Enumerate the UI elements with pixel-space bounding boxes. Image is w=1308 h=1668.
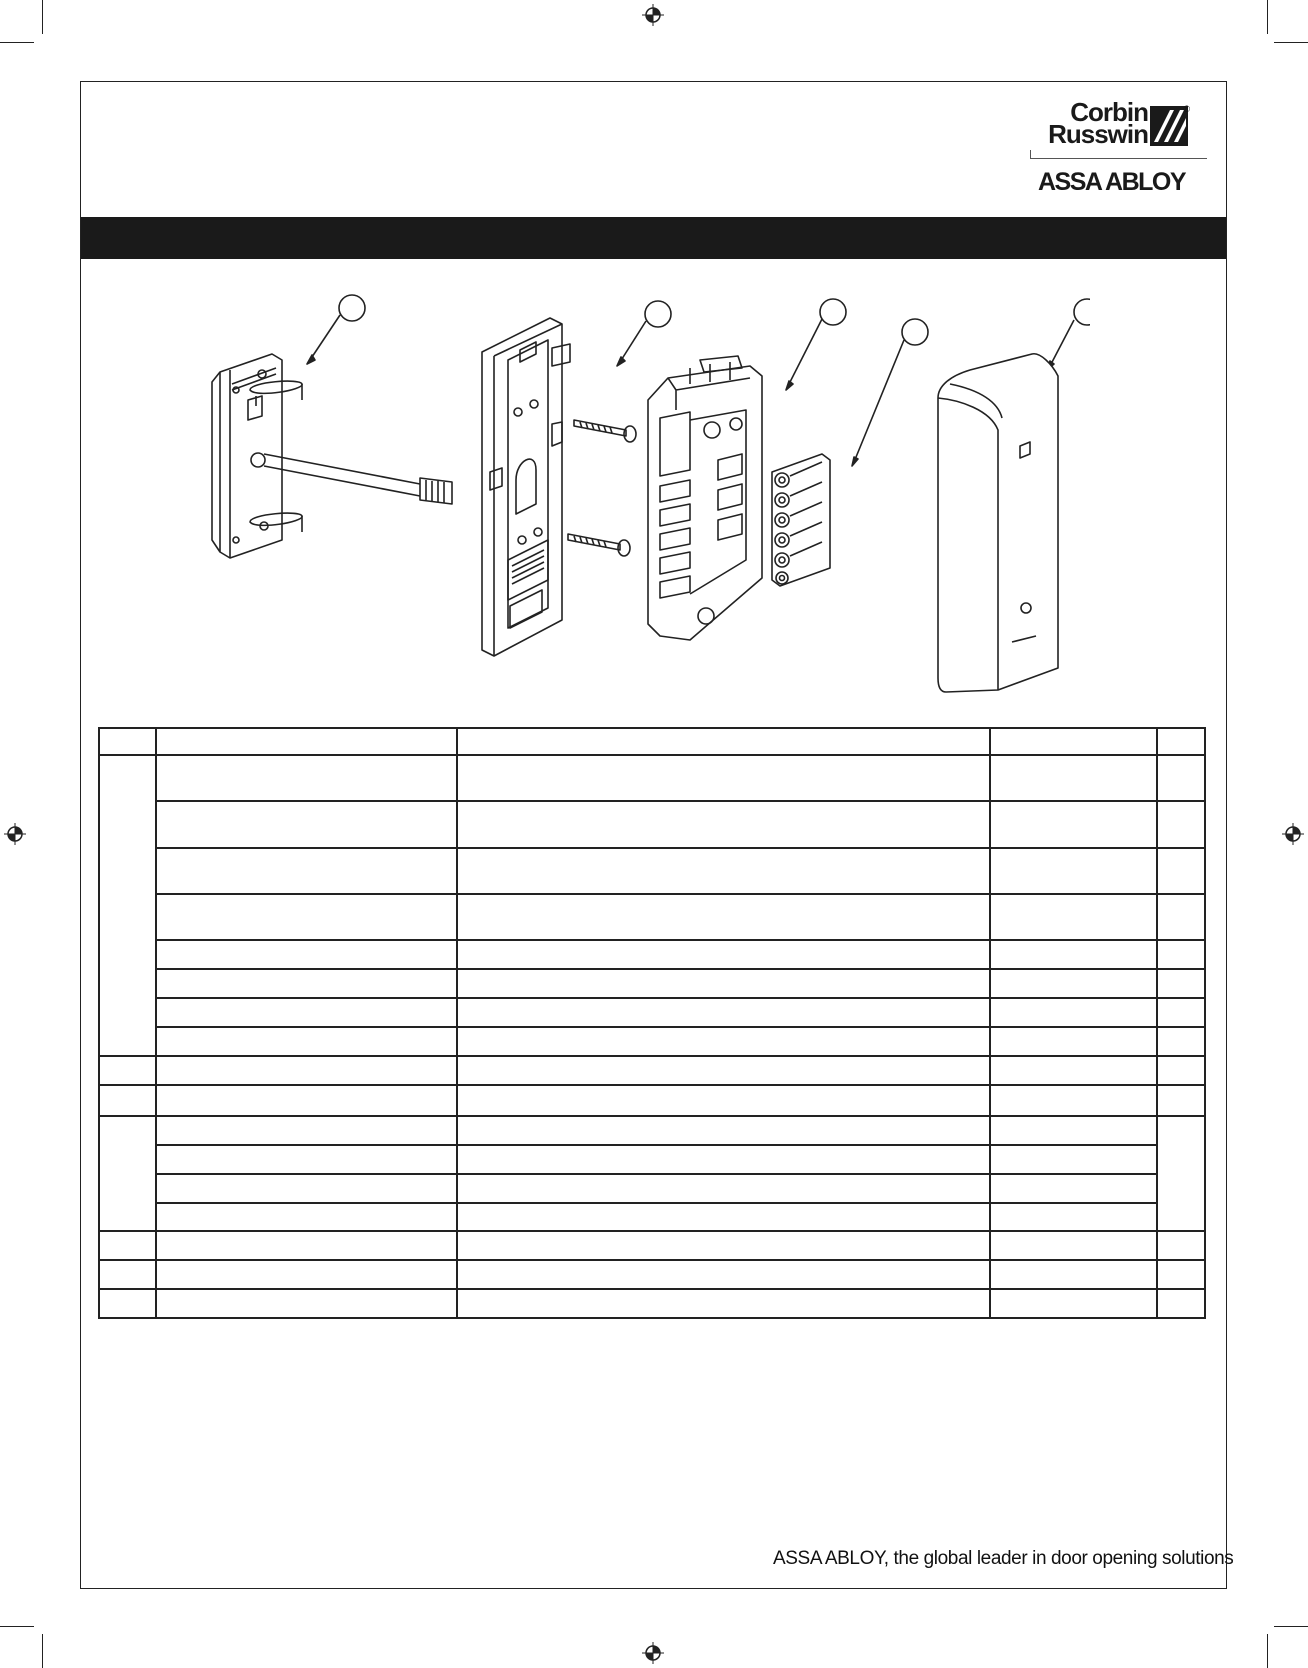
table-cell [156,1174,457,1203]
registration-mark-icon [1282,823,1304,845]
table-cell [1157,1231,1205,1260]
table-row [99,755,1205,801]
table-row [99,1085,1205,1116]
table-row [99,969,1205,998]
registration-mark-icon [642,1642,664,1664]
table-cell [1157,998,1205,1027]
table-cell [1157,1289,1205,1318]
table-cell [990,1145,1157,1174]
table-cell [156,1289,457,1318]
table-cell [1157,1260,1205,1289]
table-cell [156,1027,457,1056]
table-cell [457,755,990,801]
table-cell [990,1289,1157,1318]
table-cell [156,1056,457,1085]
table-cell [990,1231,1157,1260]
table-cell [1157,801,1205,848]
table-row [99,1145,1205,1174]
table-cell [156,1231,457,1260]
table-cell [99,1085,156,1116]
table-cell [156,848,457,894]
table-cell [99,1231,156,1260]
crop-mark [1274,1626,1308,1627]
table-row [99,998,1205,1027]
table-cell [457,1289,990,1318]
registration-mark-icon [4,823,26,845]
table-row [99,801,1205,848]
table-cell [990,894,1157,940]
table-row [99,1027,1205,1056]
table-row [99,894,1205,940]
footer-text: the global leader in door opening solutions [888,1548,1234,1569]
table-cell [990,1085,1157,1116]
table-cell [156,728,457,755]
table-cell [156,998,457,1027]
footer-brand: ASSA ABLOY, [773,1548,889,1569]
table-cell [1157,894,1205,940]
battery-module [648,356,762,640]
table-row [99,1289,1205,1318]
table-cell [457,1116,990,1145]
table-cell [156,801,457,848]
table-cell [457,728,990,755]
table-cell [457,801,990,848]
table-cell [1157,1085,1205,1116]
table-cell [457,1085,990,1116]
table-cell [457,998,990,1027]
table-cell [990,728,1157,755]
crop-mark [42,0,43,34]
table-cell [457,1174,990,1203]
table-cell [156,1085,457,1116]
table-cell [457,848,990,894]
table-cell [1157,1027,1205,1056]
table-cell [457,1056,990,1085]
table-cell [99,728,156,755]
table-cell [1157,755,1205,801]
table-header-row [99,728,1205,755]
table-cell [990,1027,1157,1056]
table-cell [990,1174,1157,1203]
table-cell [99,755,156,1056]
logo-stripes-icon [1150,106,1188,146]
table-cell [1157,728,1205,755]
table-cell [990,755,1157,801]
table-row [99,1260,1205,1289]
crop-mark [0,42,34,43]
table-cell [457,1231,990,1260]
front-cover [938,354,1058,692]
back-plate [482,318,570,656]
table-cell [990,969,1157,998]
table-cell [156,1145,457,1174]
table-cell [457,940,990,969]
table-cell [99,1260,156,1289]
table-cell [457,1203,990,1231]
logo-russwin: Russwin [1048,119,1148,149]
table-row [99,848,1205,894]
table-cell [457,1145,990,1174]
table-cell [990,998,1157,1027]
table-cell [99,1056,156,1085]
table-cell [156,894,457,940]
reader-module [212,354,452,558]
table-cell [156,1116,457,1145]
table-row [99,1203,1205,1231]
crop-mark [42,1634,43,1668]
crop-mark [1267,1634,1268,1668]
logo-assa-abloy: ASSA ABLOY [1038,168,1186,196]
table-cell [457,969,990,998]
table-cell [156,1260,457,1289]
exploded-view-diagram [190,290,1090,702]
crop-mark [0,1626,34,1627]
crop-mark [1274,42,1308,43]
title-band [81,217,1226,259]
table-cell [990,1203,1157,1231]
table-cell [990,801,1157,848]
table-row [99,1056,1205,1085]
table-cell [1157,1116,1205,1231]
registration-mark-icon [642,4,664,26]
aa-batteries [772,454,830,586]
table-cell [156,940,457,969]
table-row [99,1231,1205,1260]
table-cell [1157,848,1205,894]
table-cell [156,1203,457,1231]
table-cell [457,894,990,940]
table-cell [99,1116,156,1231]
table-cell [990,1116,1157,1145]
table-cell [1157,940,1205,969]
table-cell [457,1260,990,1289]
table-cell [990,940,1157,969]
table-cell [990,848,1157,894]
footer-tagline [773,1548,1233,1570]
table-cell [156,969,457,998]
crop-mark [1267,0,1268,34]
table-cell [1157,1056,1205,1085]
logo-corbin: Corbin [1070,97,1148,127]
table-cell [1157,969,1205,998]
parts-table [98,727,1206,1319]
table-cell [457,1027,990,1056]
logo-divider [1030,150,1207,159]
corbin-russwin-logo [1030,97,1210,200]
table-row [99,940,1205,969]
table-row [99,1174,1205,1203]
mounting-screws [568,420,636,556]
table-cell [990,1260,1157,1289]
table-row [99,1116,1205,1145]
table-cell [990,1056,1157,1085]
logo-registered: ® [1183,104,1190,114]
table-cell [156,755,457,801]
table-cell [99,1289,156,1318]
